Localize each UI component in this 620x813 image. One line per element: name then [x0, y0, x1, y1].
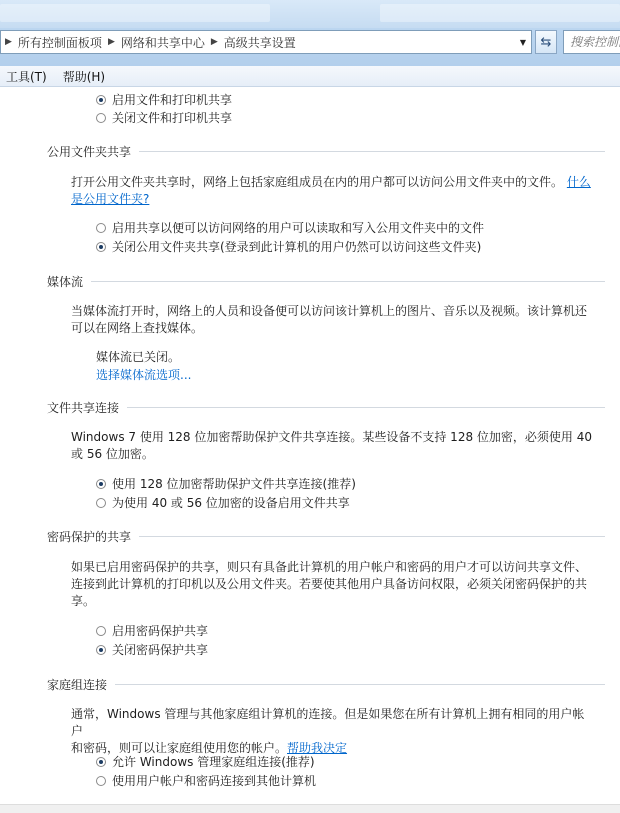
file-printer-sharing-disable-option[interactable]	[96, 109, 232, 126]
help-me-decide-link[interactable]: 帮助我决定	[287, 741, 348, 755]
file-sharing-section-heading	[47, 399, 605, 416]
title-strip	[0, 0, 620, 28]
radio-button[interactable]	[96, 626, 106, 636]
homegroup-windows-manage-option[interactable]	[96, 753, 315, 770]
public-folder-disable-option[interactable]	[96, 238, 481, 255]
description-text: Windows 7 使用 128 位加密帮助保护文件共享连接。某些设备不支持 128 位加密，必须使用 40	[71, 430, 592, 444]
password-sharing-disable-option[interactable]	[96, 641, 208, 658]
section-title: 家庭组连接	[47, 678, 108, 692]
password-sharing-enable-option[interactable]	[96, 622, 208, 639]
description-text: 打开公用文件夹共享时，网络上包括家庭组成员在内的用户都可以访问公用文件夹中的文件。	[71, 175, 564, 189]
encryption-128-option[interactable]	[96, 475, 356, 492]
homegroup-user-account-option[interactable]	[96, 772, 316, 789]
address-dropdown-icon[interactable]: ▼	[519, 37, 527, 47]
description-text: 如果已启用密码保护的共享，则只有具备此计算机的用户帐户和密码的用户才可以访问共享文件、	[71, 560, 588, 574]
encryption-40-56-option[interactable]	[96, 494, 350, 511]
breadcrumb-arrow-icon[interactable]: ▶	[107, 37, 115, 47]
address-bar[interactable]	[0, 30, 532, 54]
section-divider	[91, 281, 605, 282]
search-input[interactable]	[570, 35, 620, 49]
menu-tools[interactable]: 工具(T)	[6, 69, 47, 84]
breadcrumb-arrow-icon[interactable]: ▶	[5, 37, 12, 47]
menu-bar	[0, 66, 620, 87]
address-toolbar	[0, 0, 620, 66]
radio-button[interactable]	[96, 95, 106, 105]
section-divider	[139, 536, 605, 537]
option-label: 关闭密码保护共享	[112, 643, 209, 657]
refresh-button[interactable]	[535, 30, 557, 54]
advanced-sharing-settings	[0, 87, 620, 812]
section-divider	[139, 151, 605, 152]
description-text: 通常，Windows 管理与其他家庭组计算机的连接。但是如果您在所有计算机上拥有相同的用户帐户	[71, 707, 585, 738]
radio-button[interactable]	[96, 645, 106, 655]
public-folder-section-heading	[47, 143, 605, 160]
media-streaming-status: 媒体流已关闭。	[96, 350, 181, 364]
section-title: 公用文件夹共享	[47, 145, 132, 159]
option-label: 使用用户帐户和密码连接到其他计算机	[112, 774, 317, 788]
homegroup-description	[71, 706, 596, 757]
homegroup-section-heading	[47, 676, 605, 693]
description-text: 或 56 位加密。	[71, 447, 154, 461]
breadcrumb-arrow-icon[interactable]: ▶	[210, 37, 218, 47]
password-sharing-description	[71, 559, 596, 610]
description-text: 和密码，则可以让家庭组使用您的帐户。	[71, 741, 288, 755]
option-label: 启用文件和打印机共享	[112, 93, 233, 107]
section-title: 密码保护的共享	[47, 530, 132, 544]
search-box[interactable]	[563, 30, 620, 54]
breadcrumb-network-center[interactable]: 网络和共享中心	[120, 35, 205, 50]
radio-button[interactable]	[96, 498, 106, 508]
radio-button[interactable]	[96, 776, 106, 786]
option-label: 启用共享以便可以访问网络的用户可以读取和写入公用文件夹中的文件	[112, 221, 485, 235]
file-printer-sharing-enable-option[interactable]	[96, 91, 232, 108]
option-label: 允许 Windows 管理家庭组连接(推荐)	[112, 755, 315, 769]
radio-button[interactable]	[96, 113, 106, 123]
option-label: 关闭文件和打印机共享	[112, 111, 233, 125]
menu-help[interactable]: 帮助(H)	[62, 69, 106, 84]
what-is-public-folder-link[interactable]: 是公用文件夹?	[71, 192, 150, 206]
option-label: 使用 128 位加密帮助保护文件共享连接(推荐)	[112, 477, 356, 491]
refresh-icon: ⇆	[540, 34, 552, 50]
option-label: 关闭公用文件夹共享(登录到此计算机的用户仍然可以访问这些文件夹)	[112, 240, 482, 254]
option-label: 启用密码保护共享	[112, 624, 209, 638]
title-strip-tab	[0, 4, 270, 22]
media-streaming-description	[71, 303, 596, 337]
description-text: 连接到此计算机的打印机以及公用文件夹。若要使其他用户具备访问权限，必须关闭密码保护的共	[71, 577, 588, 591]
description-text: 可以在网络上查找媒体。	[71, 321, 204, 335]
section-divider	[115, 684, 605, 685]
section-divider	[127, 407, 605, 408]
section-title: 文件共享连接	[47, 401, 120, 415]
file-sharing-description	[71, 429, 596, 463]
media-streaming-section-heading	[47, 273, 605, 290]
radio-button[interactable]	[96, 757, 106, 767]
section-title: 媒体流	[47, 275, 84, 289]
breadcrumb-advanced-sharing[interactable]: 高级共享设置	[223, 35, 296, 50]
what-is-public-folder-link[interactable]: 什么	[566, 175, 591, 189]
option-label: 为使用 40 或 56 位加密的设备启用文件共享	[112, 496, 350, 510]
radio-button[interactable]	[96, 479, 106, 489]
description-text: 当媒体流打开时，网络上的人员和设备便可以访问该计算机上的图片、音乐以及视频。该计算机还	[71, 304, 588, 318]
public-folder-description	[71, 174, 596, 208]
title-strip-tab	[380, 4, 620, 22]
password-sharing-section-heading	[47, 528, 605, 545]
breadcrumb-control-panel[interactable]: 所有控制面板项	[17, 35, 102, 50]
choose-media-streaming-options-link[interactable]: 选择媒体流选项...	[96, 368, 192, 382]
public-folder-enable-option[interactable]	[96, 219, 484, 236]
radio-button[interactable]	[96, 242, 106, 252]
description-text: 享。	[71, 594, 96, 608]
radio-button[interactable]	[96, 223, 106, 233]
